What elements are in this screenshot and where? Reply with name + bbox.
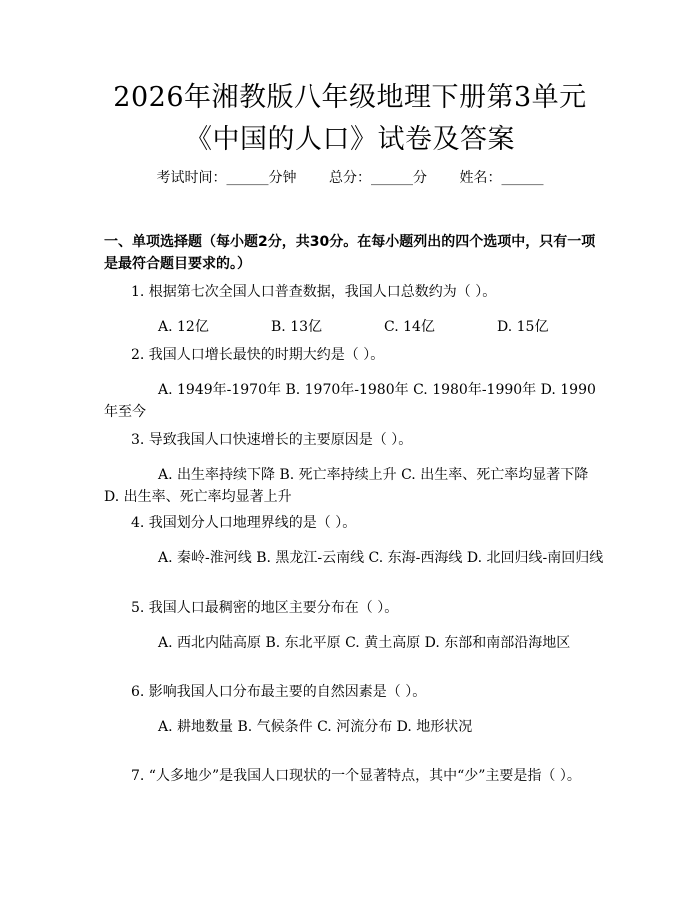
question-stem: 5. 我国人口最稠密的地区主要分布在（ ）。 bbox=[131, 600, 399, 616]
question-stem: 3. 导致我国人口快速增长的主要原因是（ ）。 bbox=[131, 432, 413, 448]
exam-time: 考试时间：______分钟 bbox=[156, 170, 297, 186]
question-stem: 2. 我国人口增长最快的时期大约是（ ）。 bbox=[131, 347, 385, 363]
option-c: C. 14亿 bbox=[384, 319, 435, 335]
question-4 bbox=[104, 512, 604, 569]
option-d: D. 15亿 bbox=[497, 319, 549, 335]
options-text: A. 出生率持续下降 B. 死亡率持续上升 C. 出生率、死亡率均显著下降 D. 出生率、死亡率均显著上升 bbox=[104, 467, 589, 505]
question-stem: 7. “人多地少”是我国人口现状的一个显著特点，其中“少”主要是指（ ）。 bbox=[131, 768, 581, 784]
question-5 bbox=[104, 597, 604, 654]
exam-score: 总分：______分 bbox=[329, 170, 427, 186]
exam-meta bbox=[0, 168, 700, 188]
options-text: A. 耕地数量 B. 气候条件 C. 河流分布 D. 地形状况 bbox=[158, 719, 473, 735]
options-row bbox=[104, 316, 604, 338]
exam-title: 2026年湘教版八年级地理下册第3单元《中国的人口》试卷及答案 bbox=[113, 82, 587, 155]
options-text: A. 西北内陆高原 B. 东北平原 C. 黄土高原 D. 东部和南部沿海地区 bbox=[158, 635, 571, 651]
question-stem: 4. 我国划分人口地理界线的是（ ）。 bbox=[131, 515, 357, 531]
option-b: B. 13亿 bbox=[271, 319, 323, 335]
option-a: A. 12亿 bbox=[158, 319, 209, 335]
question-2 bbox=[104, 344, 604, 423]
exam-name: 姓名：______ bbox=[459, 170, 544, 186]
question-7 bbox=[104, 765, 604, 787]
question-stem: 6. 影响我国人口分布最主要的自然因素是（ ）。 bbox=[131, 684, 427, 700]
question-1 bbox=[104, 281, 604, 338]
question-6 bbox=[104, 681, 604, 738]
question-stem: 1. 根据第七次全国人口普查数据，我国人口总数约为（ ）。 bbox=[131, 284, 497, 300]
options-text: A. 秦岭-淮河线 B. 黑龙江-云南线 C. 东海-西海线 D. 北回归线-南回归线 bbox=[158, 550, 604, 566]
section-heading: 一、单项选择题（每小题2分，共30分。在每小题列出的四个选项中，只有一项是最符合题目要求的。） bbox=[104, 234, 596, 272]
question-3 bbox=[104, 429, 604, 508]
options-text: A. 1949年-1970年 B. 1970年-1980年 C. 1980年-1990年 D. 1990年至今 bbox=[104, 382, 596, 420]
